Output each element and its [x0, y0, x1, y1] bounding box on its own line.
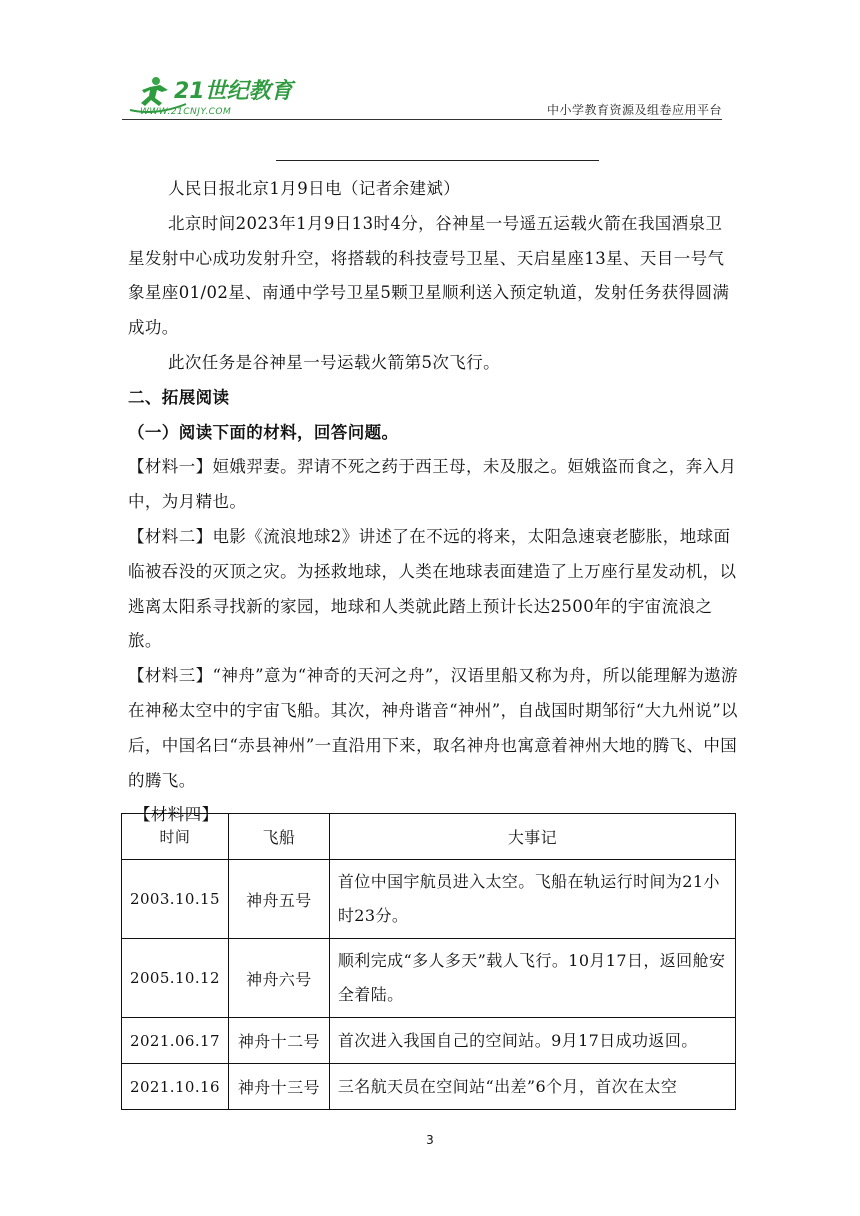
- material-3-text: “神舟”意为“神奇的天河之舟”，汉语里船又称为舟，所以能理解为遨游在神秘太空中的宇宙飞船。其次，神舟谐音“神州”，自战国时期邹衍“大九州说”以后，中国名曰“赤县神州”一直沿用下来，取名神舟也寓意着神州大地的腾飞、中国的腾飞。: [128, 666, 738, 790]
- table-row: [122, 1018, 736, 1064]
- runner-head-icon: [152, 77, 160, 85]
- cell-time: 2021.10.16: [122, 1064, 229, 1110]
- cell-time: 2021.06.17: [122, 1018, 229, 1064]
- runner-body-icon: [141, 85, 168, 106]
- material-4-label: 【材料四】: [134, 805, 219, 825]
- logo-graphic: [126, 70, 296, 120]
- table-row: [122, 860, 736, 939]
- material-1: [128, 450, 738, 520]
- header-divider: [122, 119, 722, 120]
- news-body: 北京时间2023年1月9日13时4分，谷神星一号遥五运载火箭在我国酒泉卫星发射中心成功发射升空，将搭载的科技壹号卫星、天启星座13星、天目一号气象星座01/02星、南通中学号卫星5颗卫星顺利送入预定轨道，发射任务获得圆满成功。: [128, 213, 730, 338]
- column-header-ship: 飞船: [228, 814, 329, 860]
- logo-main-text: 21世纪教育: [174, 79, 293, 104]
- cell-time: 2003.10.15: [122, 860, 229, 939]
- material-1-text: 姮娥羿妻。羿请不死之药于西王母，未及服之。姮娥盗而食之，奔入月中，为月精也。: [128, 457, 737, 512]
- header-tagline: 中小学教育资源及组卷应用平台: [546, 103, 722, 117]
- cell-event: 顺利完成“多人多天”载人飞行。10月17日，返回舱安全着陆。: [329, 939, 735, 1018]
- news-note: 此次任务是谷神星一号运载火箭第5次飞行。: [168, 352, 500, 372]
- material-3-label: 【材料三】: [128, 666, 213, 686]
- cell-event: 三名航天员在空间站“出差”6个月，首次在太空: [329, 1064, 735, 1110]
- table-row: [122, 939, 736, 1018]
- cell-time: 2005.10.12: [122, 939, 229, 1018]
- cell-ship: 神舟十三号: [228, 1064, 329, 1110]
- cell-event: 首位中国宇航员进入太空。飞船在轨运行时间为21小时23分。: [329, 860, 735, 939]
- cell-ship: 神舟十二号: [228, 1018, 329, 1064]
- table-header-row: [122, 814, 736, 860]
- column-header-events: 大事记: [329, 814, 735, 860]
- news-block: [128, 172, 738, 833]
- material-3: [128, 659, 738, 798]
- news-dateline: 人民日报北京1月9日电（记者余建斌）: [168, 179, 461, 198]
- cell-ship: 神舟五号: [228, 860, 329, 939]
- material-2-label: 【材料二】: [128, 526, 213, 546]
- section-title: 二、拓展阅读: [128, 387, 230, 407]
- site-logo: [126, 70, 296, 120]
- cell-ship: 神舟六号: [228, 939, 329, 1018]
- logo-url-text: WWW.21CNJY.COM: [140, 107, 232, 117]
- column-header-time: 时间: [122, 814, 229, 860]
- events-table: [121, 813, 736, 1110]
- material-2: [128, 520, 738, 659]
- table-row: [122, 1064, 736, 1110]
- material-1-label: 【材料一】: [128, 457, 213, 477]
- page-number: 3: [426, 1133, 434, 1147]
- cell-event: 首次进入我国自己的空间站。9月17日成功返回。: [329, 1018, 735, 1064]
- material-2-text: 电影《流浪地球2》讲述了在不远的将来，太阳急速衰老膨胀，地球面临被吞没的灭顶之灾。为拯救地球，人类在地球表面建造了上万座行星发动机，以逃离太阳系寻找新的家园，地球和人类就此踏上预计长达2500年的宇宙流浪之旅。: [128, 526, 737, 651]
- section-subtitle: （一）阅读下面的材料，回答问题。: [128, 422, 399, 442]
- answer-blank-line: [276, 160, 599, 161]
